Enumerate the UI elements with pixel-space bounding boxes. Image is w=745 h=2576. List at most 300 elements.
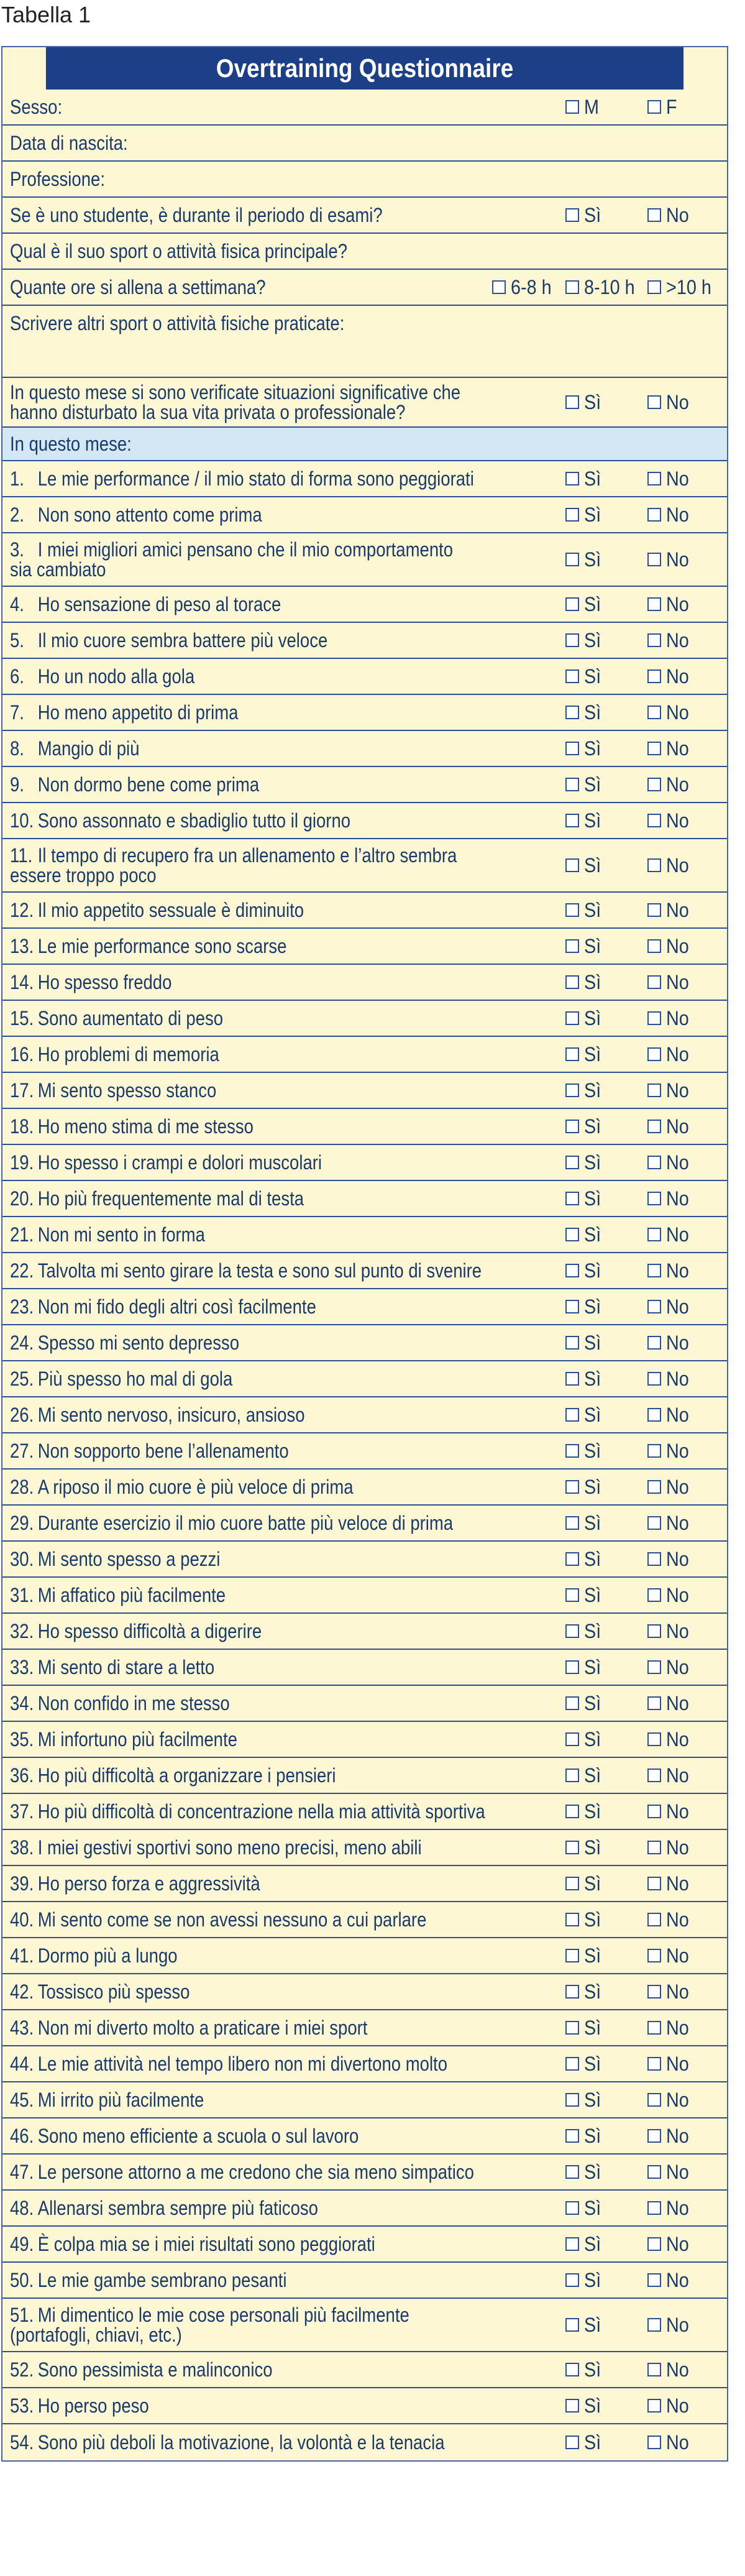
question-number: 24. [10, 1332, 34, 1354]
option-label: Sì [584, 1980, 601, 2003]
answer-yes[interactable] [565, 1830, 603, 1865]
checkbox-icon[interactable] [565, 2237, 579, 2251]
answer-no[interactable] [647, 2299, 692, 2351]
checkbox-icon[interactable] [565, 1480, 579, 1494]
checkbox-icon[interactable] [565, 2165, 579, 2179]
question-label [10, 2046, 544, 2081]
option-label: Sì [584, 1620, 601, 1642]
checkbox-icon[interactable] [647, 814, 661, 827]
answer-yes[interactable] [565, 2424, 603, 2460]
checkbox-icon[interactable] [565, 2436, 579, 2449]
answer-yes[interactable] [565, 1037, 603, 1072]
answer-yes[interactable] [565, 839, 603, 891]
question-text: Ho un nodo alla gola [37, 665, 195, 688]
question-text-wrap [10, 2396, 149, 2416]
answer-no[interactable] [647, 1109, 692, 1144]
checkbox-icon[interactable] [647, 2165, 661, 2179]
header-row-text: Quante ore si allena a settimana? [10, 276, 266, 298]
checkbox-icon[interactable] [565, 1264, 579, 1277]
checkbox-icon[interactable] [647, 208, 661, 222]
answer-no[interactable] [647, 1397, 692, 1432]
checkbox-icon[interactable] [647, 1480, 661, 1494]
checkbox-icon[interactable] [565, 208, 579, 222]
answer-no[interactable] [647, 731, 692, 766]
checkbox-icon[interactable] [647, 1769, 661, 1782]
checkbox-icon[interactable] [647, 2237, 661, 2251]
checkbox-icon[interactable] [647, 1696, 661, 1710]
question-text-wrap [10, 469, 474, 489]
checkbox-icon[interactable] [565, 2363, 579, 2376]
question-text-wrap [10, 2360, 273, 2380]
answer-no[interactable] [647, 1686, 692, 1721]
checkbox-icon[interactable] [565, 706, 579, 719]
hours-option-a[interactable] [492, 270, 556, 305]
checkbox-icon[interactable] [565, 1516, 579, 1530]
question-text: Non sono attento come prima [37, 504, 262, 526]
checkbox-icon[interactable] [565, 742, 579, 755]
answer-yes[interactable] [565, 1325, 603, 1360]
answer-yes[interactable] [565, 2191, 603, 2225]
checkbox-icon[interactable] [647, 508, 661, 522]
checkbox-icon[interactable] [647, 1588, 661, 1602]
question-label [10, 695, 544, 730]
answer-no[interactable] [647, 2191, 692, 2225]
answer-no[interactable] [647, 1433, 692, 1468]
answer-no[interactable] [647, 1794, 692, 1829]
checkbox-icon[interactable] [647, 1660, 661, 1674]
question-label [10, 587, 544, 622]
question-text: Tossisco più spesso [37, 1980, 190, 2003]
checkbox-icon[interactable] [647, 1444, 661, 1458]
checkbox-icon[interactable] [565, 2273, 579, 2287]
answer-no[interactable] [647, 1145, 692, 1180]
checkbox-icon[interactable] [565, 1336, 579, 1350]
answer-yes[interactable] [565, 1650, 603, 1685]
answer-yes[interactable] [565, 461, 603, 496]
option-label: No [666, 899, 689, 921]
option-label: No [666, 809, 689, 832]
checkbox-icon[interactable] [647, 1949, 661, 1962]
answer-no[interactable] [647, 623, 692, 658]
checkbox-icon[interactable] [565, 1805, 579, 1818]
option-label: >10 h [666, 276, 711, 298]
answer-yes[interactable] [565, 1181, 603, 1216]
answer-no[interactable] [647, 803, 692, 838]
checkbox-icon[interactable] [647, 1805, 661, 1818]
checkbox-icon[interactable] [647, 939, 661, 953]
answer-no[interactable] [647, 1289, 692, 1324]
question-number: 52. [10, 2358, 34, 2381]
checkbox-icon[interactable] [647, 903, 661, 917]
checkbox-icon[interactable] [647, 975, 661, 989]
question-text-wrap [10, 1585, 226, 1605]
checkbox-icon[interactable] [565, 1228, 579, 1241]
header-row [2, 306, 727, 378]
checkbox-icon[interactable] [647, 2021, 661, 2035]
header-row-text: Qual è il suo sport o attività fisica principale? [10, 240, 348, 262]
answer-no[interactable] [647, 929, 692, 964]
checkbox-icon[interactable] [647, 280, 661, 294]
checkbox-icon[interactable] [565, 1300, 579, 1313]
answer-yes[interactable] [565, 1938, 603, 1973]
hours-option-b[interactable] [565, 270, 641, 305]
checkbox-icon[interactable] [647, 100, 661, 114]
answer-no[interactable] [647, 767, 692, 802]
answer-yes[interactable] [565, 1974, 603, 2009]
option-7-b[interactable] [647, 378, 692, 426]
answer-no[interactable] [647, 893, 692, 927]
checkbox-icon[interactable] [565, 1156, 579, 1169]
question-number: 7. [10, 701, 24, 724]
answer-no[interactable] [647, 1361, 692, 1396]
checkbox-icon[interactable] [565, 1696, 579, 1710]
answer-no[interactable] [647, 965, 692, 1000]
answer-yes[interactable] [565, 2227, 603, 2261]
checkbox-icon[interactable] [647, 472, 661, 485]
question-text-wrap [10, 2305, 470, 2345]
checkbox-icon[interactable] [565, 939, 579, 953]
answer-no[interactable] [647, 1650, 692, 1685]
checkbox-icon[interactable] [565, 2399, 579, 2413]
option-label: Sì [584, 1836, 601, 1859]
header-row-label [10, 234, 544, 269]
checkbox-icon[interactable] [647, 1120, 661, 1133]
checkbox-icon[interactable] [647, 669, 661, 683]
answer-yes[interactable] [565, 2082, 603, 2117]
checkbox-icon[interactable] [565, 1913, 579, 1926]
checkbox-icon[interactable] [565, 395, 579, 409]
checkbox-icon[interactable] [565, 1408, 579, 1422]
answer-yes[interactable] [565, 695, 603, 730]
answer-no[interactable] [647, 1217, 692, 1252]
checkbox-icon[interactable] [565, 778, 579, 791]
answer-yes[interactable] [565, 533, 603, 586]
checkbox-icon[interactable] [565, 1552, 579, 1566]
checkbox-icon[interactable] [647, 1913, 661, 1926]
answer-no[interactable] [647, 1181, 692, 1216]
answer-no[interactable] [647, 1542, 692, 1576]
answer-no[interactable] [647, 1974, 692, 2009]
question-label [10, 2227, 544, 2261]
option-label: Sì [584, 1728, 601, 1750]
answer-no[interactable] [647, 1506, 692, 1540]
answer-yes[interactable] [565, 893, 603, 927]
option-label: Sì [584, 1440, 601, 1462]
answer-yes[interactable] [565, 1253, 603, 1288]
answer-yes[interactable] [565, 2299, 603, 2351]
option-label: Sì [584, 504, 601, 526]
option-label: No [666, 1115, 689, 1138]
answer-yes[interactable] [565, 623, 603, 658]
checkbox-icon[interactable] [647, 2057, 661, 2071]
checkbox-icon[interactable] [647, 395, 661, 409]
answer-yes[interactable] [565, 929, 603, 964]
option-3-b[interactable] [647, 198, 692, 232]
answer-no[interactable] [647, 2424, 692, 2460]
option-label: Sì [584, 2358, 601, 2381]
checkbox-icon[interactable] [565, 1985, 579, 1999]
answer-yes[interactable] [565, 1217, 603, 1252]
checkbox-icon[interactable] [565, 508, 579, 522]
answer-no[interactable] [647, 2227, 692, 2261]
answer-no[interactable] [647, 695, 692, 730]
checkbox-icon[interactable] [647, 1624, 661, 1638]
checkbox-icon[interactable] [565, 2201, 579, 2215]
answer-yes[interactable] [565, 1794, 603, 1829]
answer-no[interactable] [647, 1578, 692, 1612]
answer-no[interactable] [647, 1037, 692, 1072]
option-label: Sì [584, 1764, 601, 1787]
checkbox-icon[interactable] [647, 633, 661, 647]
question-text: Ho problemi di memoria [37, 1043, 219, 1065]
answer-no[interactable] [647, 1722, 692, 1757]
answer-yes[interactable] [565, 1902, 603, 1937]
checkbox-icon[interactable] [565, 472, 579, 485]
checkbox-icon[interactable] [647, 706, 661, 719]
checkbox-icon[interactable] [565, 2021, 579, 2035]
answer-yes[interactable] [565, 1145, 603, 1180]
answer-yes[interactable] [565, 1614, 603, 1649]
answer-yes[interactable] [565, 2118, 603, 2153]
checkbox-icon[interactable] [647, 1985, 661, 1999]
checkbox-icon[interactable] [565, 2093, 579, 2107]
checkbox-icon[interactable] [565, 1444, 579, 1458]
question-number: 22. [10, 1259, 34, 1282]
answer-yes[interactable] [565, 2046, 603, 2081]
question-row [2, 1037, 727, 1073]
header-row-label [10, 270, 544, 305]
checkbox-icon[interactable] [647, 1732, 661, 1746]
answer-no[interactable] [647, 1325, 692, 1360]
answer-no[interactable] [647, 2263, 692, 2298]
checkbox-icon[interactable] [565, 1588, 579, 1602]
checkbox-icon[interactable] [647, 858, 661, 872]
answer-no[interactable] [647, 1866, 692, 1901]
answer-yes[interactable] [565, 767, 603, 802]
checkbox-icon[interactable] [565, 1769, 579, 1782]
answer-yes[interactable] [565, 2263, 603, 2298]
answer-no[interactable] [647, 2010, 692, 2045]
option-label: No [666, 593, 689, 615]
answer-yes[interactable] [565, 1542, 603, 1576]
answer-no[interactable] [647, 587, 692, 622]
option-label: No [666, 1620, 689, 1642]
checkbox-icon[interactable] [565, 1660, 579, 1674]
option-label: Sì [584, 1692, 601, 1714]
question-row [2, 461, 727, 497]
checkbox-icon[interactable] [565, 1120, 579, 1133]
checkbox-icon[interactable] [647, 1047, 661, 1061]
checkbox-icon[interactable] [647, 1192, 661, 1205]
checkbox-icon[interactable] [565, 1624, 579, 1638]
answer-no[interactable] [647, 2352, 692, 2387]
answer-yes[interactable] [565, 1001, 603, 1036]
checkbox-icon[interactable] [565, 814, 579, 827]
answer-no[interactable] [647, 1470, 692, 1504]
checkbox-icon[interactable] [647, 1156, 661, 1169]
answer-no[interactable] [647, 659, 692, 694]
checkbox-icon[interactable] [647, 1336, 661, 1350]
checkbox-icon[interactable] [565, 903, 579, 917]
answer-no[interactable] [647, 1830, 692, 1865]
checkbox-icon[interactable] [565, 975, 579, 989]
checkbox-icon[interactable] [647, 1408, 661, 1422]
checkbox-icon[interactable] [565, 2318, 579, 2332]
answer-yes[interactable] [565, 2388, 603, 2423]
answer-yes[interactable] [565, 1722, 603, 1757]
option-7-a[interactable] [565, 378, 603, 426]
checkbox-icon[interactable] [647, 1841, 661, 1854]
answer-yes[interactable] [565, 587, 603, 622]
checkbox-icon[interactable] [565, 1732, 579, 1746]
checkbox-icon[interactable] [647, 1228, 661, 1241]
checkbox-icon[interactable] [565, 633, 579, 647]
answer-yes[interactable] [565, 1109, 603, 1144]
checkbox-icon[interactable] [647, 2318, 661, 2332]
checkbox-icon[interactable] [647, 1300, 661, 1313]
answer-yes[interactable] [565, 1433, 603, 1468]
answer-yes[interactable] [565, 1361, 603, 1396]
checkbox-icon[interactable] [647, 778, 661, 791]
question-label [10, 893, 544, 927]
checkbox-icon[interactable] [647, 1552, 661, 1566]
question-text-wrap [10, 1910, 426, 1930]
question-row [2, 1974, 727, 2010]
question-text-wrap [10, 811, 350, 830]
question-text-wrap [10, 972, 171, 992]
question-text-wrap [10, 1982, 190, 2002]
question-text-wrap [10, 936, 286, 956]
checkbox-icon[interactable] [647, 1877, 661, 1890]
option-0-a[interactable] [565, 90, 601, 124]
answer-yes[interactable] [565, 1073, 603, 1108]
checkbox-icon[interactable] [565, 1877, 579, 1890]
answer-no[interactable] [647, 1902, 692, 1937]
answer-yes[interactable] [565, 1470, 603, 1504]
option-label: Sì [584, 1043, 601, 1065]
answer-no[interactable] [647, 1938, 692, 1973]
checkbox-icon[interactable] [647, 553, 661, 566]
checkbox-icon[interactable] [647, 1516, 661, 1530]
checkbox-icon[interactable] [647, 597, 661, 611]
question-label [10, 1794, 544, 1829]
answer-yes[interactable] [565, 2010, 603, 2045]
checkbox-icon[interactable] [565, 1011, 579, 1025]
answer-yes[interactable] [565, 731, 603, 766]
question-text-wrap [10, 1189, 304, 1208]
question-row [2, 1109, 727, 1145]
answer-no[interactable] [647, 2388, 692, 2423]
checkbox-icon[interactable] [565, 2129, 579, 2143]
checkbox-icon[interactable] [565, 1047, 579, 1061]
question-text: Non sopporto bene l’allenamento [37, 1440, 289, 1462]
option-label: No [666, 1404, 689, 1426]
checkbox-icon[interactable] [647, 2399, 661, 2413]
question-row [2, 2010, 727, 2046]
checkbox-icon[interactable] [565, 1949, 579, 1962]
checkbox-icon[interactable] [565, 553, 579, 566]
option-label: Sì [584, 1476, 601, 1498]
answer-yes[interactable] [565, 1578, 603, 1612]
checkbox-icon[interactable] [647, 2093, 661, 2107]
checkbox-icon[interactable] [647, 2129, 661, 2143]
answer-no[interactable] [647, 2118, 692, 2153]
answer-yes[interactable] [565, 1758, 603, 1793]
checkbox-icon[interactable] [647, 742, 661, 755]
answer-no[interactable] [647, 839, 692, 891]
checkbox-icon[interactable] [565, 280, 579, 294]
checkbox-icon[interactable] [492, 280, 506, 294]
answer-yes[interactable] [565, 965, 603, 1000]
hours-option-c[interactable] [647, 270, 716, 305]
answer-yes[interactable] [565, 1397, 603, 1432]
checkbox-icon[interactable] [565, 1841, 579, 1854]
option-0-b[interactable] [647, 90, 679, 124]
answer-yes[interactable] [565, 1686, 603, 1721]
answer-no[interactable] [647, 497, 692, 532]
question-label [10, 803, 544, 838]
answer-no[interactable] [647, 1073, 692, 1108]
checkbox-icon[interactable] [647, 1083, 661, 1097]
answer-yes[interactable] [565, 659, 603, 694]
question-number: 26. [10, 1404, 34, 1426]
answer-yes[interactable] [565, 2352, 603, 2387]
checkbox-icon[interactable] [647, 2363, 661, 2376]
answer-no[interactable] [647, 2082, 692, 2117]
checkbox-icon[interactable] [647, 1011, 661, 1025]
checkbox-icon[interactable] [647, 2436, 661, 2449]
question-label [10, 2263, 544, 2298]
checkbox-icon[interactable] [565, 669, 579, 683]
checkbox-icon[interactable] [647, 1264, 661, 1277]
question-label [10, 2155, 544, 2189]
question-number: 18. [10, 1115, 34, 1138]
checkbox-icon[interactable] [565, 1372, 579, 1386]
checkbox-icon[interactable] [565, 100, 579, 114]
answer-yes[interactable] [565, 1506, 603, 1540]
checkbox-icon[interactable] [565, 2057, 579, 2071]
question-row [2, 2424, 727, 2460]
option-label: No [666, 773, 689, 796]
question-row [2, 2155, 727, 2191]
checkbox-icon[interactable] [565, 597, 579, 611]
checkbox-icon[interactable] [565, 1192, 579, 1205]
answer-no[interactable] [647, 1758, 692, 1793]
checkbox-icon[interactable] [647, 1372, 661, 1386]
answer-no[interactable] [647, 1001, 692, 1036]
question-row [2, 1289, 727, 1325]
answer-no[interactable] [647, 461, 692, 496]
answer-no[interactable] [647, 1614, 692, 1649]
option-3-a[interactable] [565, 198, 603, 232]
answer-no[interactable] [647, 1253, 692, 1288]
question-text: Sono più deboli la motivazione, la volontà e la tenacia [37, 2431, 445, 2454]
answer-yes[interactable] [565, 1866, 603, 1901]
checkbox-icon[interactable] [647, 2201, 661, 2215]
question-row [2, 2046, 727, 2082]
answer-yes[interactable] [565, 2155, 603, 2189]
answer-yes[interactable] [565, 497, 603, 532]
answer-no[interactable] [647, 2155, 692, 2189]
answer-yes[interactable] [565, 1289, 603, 1324]
answer-no[interactable] [647, 2046, 692, 2081]
option-label: No [666, 1295, 689, 1318]
checkbox-icon[interactable] [565, 1083, 579, 1097]
checkbox-icon[interactable] [647, 2273, 661, 2287]
answer-yes[interactable] [565, 803, 603, 838]
answer-no[interactable] [647, 533, 692, 586]
checkbox-icon[interactable] [565, 858, 579, 872]
